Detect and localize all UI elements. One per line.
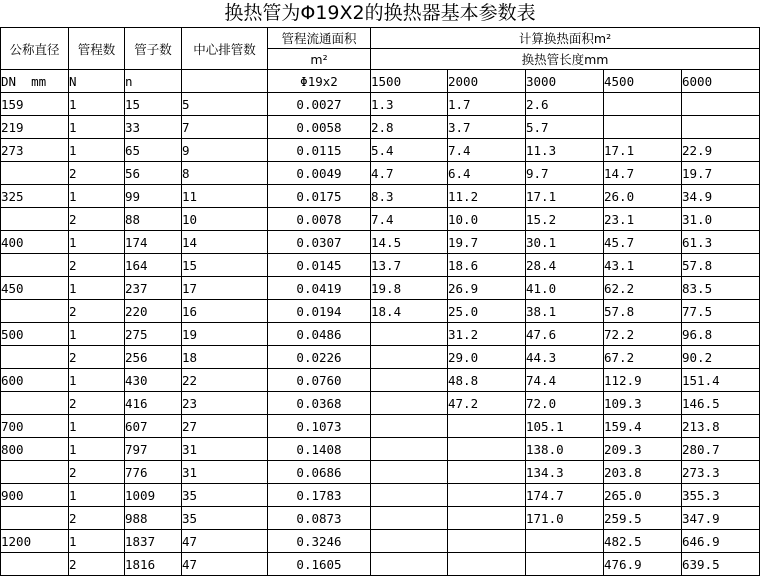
cell-n-tubes: 88 <box>125 208 182 231</box>
table-row <box>1 461 760 484</box>
cell-center-tubes: 47 <box>182 530 268 553</box>
cell-n-passes: 1 <box>69 530 125 553</box>
cell-flow-area: 0.0307 <box>268 231 371 254</box>
cell-area-1500 <box>371 323 448 346</box>
cell-center-tubes: 31 <box>182 438 268 461</box>
header-tube-length: 换热管长度mm <box>371 49 760 70</box>
cell-dn: 450 <box>1 277 69 300</box>
cell-area-2000: 47.2 <box>448 392 526 415</box>
cell-flow-area: 0.0194 <box>268 300 371 323</box>
cell-area-2000 <box>448 530 526 553</box>
cell-center-tubes: 9 <box>182 139 268 162</box>
cell-n-tubes: 237 <box>125 277 182 300</box>
cell-flow-area: 0.0486 <box>268 323 371 346</box>
table-row <box>1 93 760 116</box>
cell-n-passes: 2 <box>69 346 125 369</box>
cell-center-tubes: 11 <box>182 185 268 208</box>
cell-center-tubes: 19 <box>182 323 268 346</box>
cell-center-tubes: 16 <box>182 300 268 323</box>
table-row <box>1 185 760 208</box>
cell-area-3000: 47.6 <box>526 323 604 346</box>
cell-area-1500 <box>371 484 448 507</box>
cell-area-6000: 639.5 <box>682 553 760 576</box>
cell-area-2000: 26.9 <box>448 277 526 300</box>
cell-flow-area: 0.1605 <box>268 553 371 576</box>
cell-n-tubes: 15 <box>125 93 182 116</box>
cell-dn: 700 <box>1 415 69 438</box>
unit-flow-area: Φ19x2 <box>268 70 371 93</box>
cell-area-2000 <box>448 438 526 461</box>
cell-area-6000: 57.8 <box>682 254 760 277</box>
cell-dn: 1200 <box>1 530 69 553</box>
cell-area-4500: 14.7 <box>604 162 682 185</box>
cell-area-2000: 3.7 <box>448 116 526 139</box>
table-row <box>1 507 760 530</box>
cell-dn: 900 <box>1 484 69 507</box>
cell-n-tubes: 33 <box>125 116 182 139</box>
cell-area-2000 <box>448 415 526 438</box>
header-n-tubes: 管子数 <box>125 28 182 70</box>
cell-area-2000: 48.8 <box>448 369 526 392</box>
cell-flow-area: 0.0115 <box>268 139 371 162</box>
cell-dn: 219 <box>1 116 69 139</box>
unit-dn: DN mm <box>1 70 69 93</box>
cell-area-6000: 151.4 <box>682 369 760 392</box>
cell-flow-area: 0.1073 <box>268 415 371 438</box>
cell-area-6000: 96.8 <box>682 323 760 346</box>
cell-area-4500: 23.1 <box>604 208 682 231</box>
cell-center-tubes: 18 <box>182 346 268 369</box>
cell-area-4500: 209.3 <box>604 438 682 461</box>
cell-area-3000: 28.4 <box>526 254 604 277</box>
cell-area-4500: 45.7 <box>604 231 682 254</box>
table-row <box>1 438 760 461</box>
cell-n-tubes: 1837 <box>125 530 182 553</box>
cell-n-tubes: 174 <box>125 231 182 254</box>
cell-area-1500 <box>371 415 448 438</box>
cell-area-6000: 90.2 <box>682 346 760 369</box>
cell-area-4500: 112.9 <box>604 369 682 392</box>
cell-area-6000 <box>682 93 760 116</box>
header-row-1 <box>1 28 760 49</box>
table-row <box>1 139 760 162</box>
header-n-passes: 管程数 <box>69 28 125 70</box>
unit-length-4500: 4500 <box>604 70 682 93</box>
cell-flow-area: 0.0049 <box>268 162 371 185</box>
unit-n-tubes: n <box>125 70 182 93</box>
cell-n-tubes: 56 <box>125 162 182 185</box>
cell-flow-area: 0.0368 <box>268 392 371 415</box>
cell-area-3000: 38.1 <box>526 300 604 323</box>
cell-n-passes: 1 <box>69 93 125 116</box>
cell-area-1500: 7.4 <box>371 208 448 231</box>
cell-flow-area: 0.0686 <box>268 461 371 484</box>
cell-area-2000: 19.7 <box>448 231 526 254</box>
cell-n-passes: 1 <box>69 231 125 254</box>
cell-area-1500 <box>371 553 448 576</box>
unit-length-1500: 1500 <box>371 70 448 93</box>
cell-center-tubes: 10 <box>182 208 268 231</box>
cell-n-tubes: 256 <box>125 346 182 369</box>
cell-area-4500: 159.4 <box>604 415 682 438</box>
cell-flow-area: 0.1783 <box>268 484 371 507</box>
cell-area-3000: 171.0 <box>526 507 604 530</box>
cell-area-2000: 29.0 <box>448 346 526 369</box>
cell-area-1500: 14.5 <box>371 231 448 254</box>
cell-area-3000: 138.0 <box>526 438 604 461</box>
cell-area-3000: 15.2 <box>526 208 604 231</box>
cell-center-tubes: 8 <box>182 162 268 185</box>
cell-area-1500: 13.7 <box>371 254 448 277</box>
cell-flow-area: 0.3246 <box>268 530 371 553</box>
cell-area-4500: 259.5 <box>604 507 682 530</box>
cell-area-2000: 31.2 <box>448 323 526 346</box>
cell-area-1500 <box>371 507 448 530</box>
cell-area-4500: 57.8 <box>604 300 682 323</box>
cell-n-tubes: 65 <box>125 139 182 162</box>
cell-dn <box>1 461 69 484</box>
cell-center-tubes: 22 <box>182 369 268 392</box>
cell-flow-area: 0.0027 <box>268 93 371 116</box>
table-row <box>1 484 760 507</box>
units-row <box>1 70 760 93</box>
cell-area-2000 <box>448 461 526 484</box>
cell-n-tubes: 164 <box>125 254 182 277</box>
cell-area-6000: 347.9 <box>682 507 760 530</box>
table-row <box>1 530 760 553</box>
cell-area-4500: 109.3 <box>604 392 682 415</box>
cell-center-tubes: 14 <box>182 231 268 254</box>
cell-n-tubes: 988 <box>125 507 182 530</box>
cell-n-tubes: 275 <box>125 323 182 346</box>
cell-area-6000: 355.3 <box>682 484 760 507</box>
cell-n-passes: 1 <box>69 438 125 461</box>
cell-area-3000: 11.3 <box>526 139 604 162</box>
cell-area-3000: 174.7 <box>526 484 604 507</box>
cell-area-6000: 273.3 <box>682 461 760 484</box>
cell-area-4500 <box>604 116 682 139</box>
header-center-tubes: 中心排管数 <box>182 28 268 70</box>
cell-center-tubes: 7 <box>182 116 268 139</box>
cell-area-3000: 44.3 <box>526 346 604 369</box>
cell-area-2000: 25.0 <box>448 300 526 323</box>
table-row <box>1 415 760 438</box>
cell-area-6000: 34.9 <box>682 185 760 208</box>
cell-n-tubes: 1816 <box>125 553 182 576</box>
cell-area-1500 <box>371 392 448 415</box>
cell-center-tubes: 35 <box>182 507 268 530</box>
cell-area-4500: 26.0 <box>604 185 682 208</box>
cell-center-tubes: 47 <box>182 553 268 576</box>
cell-flow-area: 0.0078 <box>268 208 371 231</box>
unit-n-passes: N <box>69 70 125 93</box>
cell-area-1500 <box>371 530 448 553</box>
cell-area-4500: 72.2 <box>604 323 682 346</box>
cell-n-tubes: 430 <box>125 369 182 392</box>
cell-area-3000: 105.1 <box>526 415 604 438</box>
cell-area-6000: 61.3 <box>682 231 760 254</box>
cell-area-2000: 6.4 <box>448 162 526 185</box>
cell-area-4500 <box>604 93 682 116</box>
cell-n-passes: 1 <box>69 139 125 162</box>
unit-center-tubes <box>182 70 268 93</box>
table-row <box>1 323 760 346</box>
header-dn: 公称直径 <box>1 28 69 70</box>
cell-area-1500 <box>371 438 448 461</box>
cell-area-3000: 17.1 <box>526 185 604 208</box>
cell-area-4500: 62.2 <box>604 277 682 300</box>
cell-n-passes: 2 <box>69 461 125 484</box>
cell-area-2000: 10.0 <box>448 208 526 231</box>
cell-area-3000: 9.7 <box>526 162 604 185</box>
cell-dn: 400 <box>1 231 69 254</box>
cell-n-passes: 2 <box>69 507 125 530</box>
cell-area-2000: 18.6 <box>448 254 526 277</box>
cell-n-passes: 1 <box>69 277 125 300</box>
cell-dn <box>1 208 69 231</box>
cell-dn <box>1 254 69 277</box>
cell-dn: 325 <box>1 185 69 208</box>
table-row <box>1 346 760 369</box>
cell-area-4500: 17.1 <box>604 139 682 162</box>
cell-n-tubes: 416 <box>125 392 182 415</box>
unit-length-3000: 3000 <box>526 70 604 93</box>
cell-area-6000: 31.0 <box>682 208 760 231</box>
cell-area-3000: 5.7 <box>526 116 604 139</box>
cell-center-tubes: 15 <box>182 254 268 277</box>
cell-dn: 159 <box>1 93 69 116</box>
cell-dn <box>1 162 69 185</box>
cell-center-tubes: 35 <box>182 484 268 507</box>
cell-dn <box>1 300 69 323</box>
cell-flow-area: 0.1408 <box>268 438 371 461</box>
cell-flow-area: 0.0873 <box>268 507 371 530</box>
cell-center-tubes: 31 <box>182 461 268 484</box>
cell-center-tubes: 27 <box>182 415 268 438</box>
cell-n-passes: 1 <box>69 484 125 507</box>
cell-dn <box>1 553 69 576</box>
cell-dn <box>1 346 69 369</box>
table-row <box>1 254 760 277</box>
cell-area-6000: 213.8 <box>682 415 760 438</box>
cell-n-passes: 2 <box>69 254 125 277</box>
cell-dn: 500 <box>1 323 69 346</box>
cell-center-tubes: 5 <box>182 93 268 116</box>
table-row <box>1 116 760 139</box>
cell-area-6000: 646.9 <box>682 530 760 553</box>
table-row <box>1 208 760 231</box>
cell-flow-area: 0.0058 <box>268 116 371 139</box>
cell-flow-area: 0.0760 <box>268 369 371 392</box>
cell-area-3000 <box>526 530 604 553</box>
cell-n-passes: 2 <box>69 162 125 185</box>
cell-area-3000: 41.0 <box>526 277 604 300</box>
cell-area-6000: 280.7 <box>682 438 760 461</box>
cell-n-tubes: 220 <box>125 300 182 323</box>
cell-area-2000 <box>448 507 526 530</box>
cell-area-1500: 8.3 <box>371 185 448 208</box>
cell-area-6000: 146.5 <box>682 392 760 415</box>
cell-area-1500: 18.4 <box>371 300 448 323</box>
cell-area-6000: 19.7 <box>682 162 760 185</box>
cell-area-1500: 1.3 <box>371 93 448 116</box>
cell-n-tubes: 607 <box>125 415 182 438</box>
header-heat-area: 计算换热面积m² <box>371 28 760 49</box>
cell-area-1500: 5.4 <box>371 139 448 162</box>
table-row <box>1 300 760 323</box>
cell-area-6000: 22.9 <box>682 139 760 162</box>
cell-center-tubes: 17 <box>182 277 268 300</box>
cell-dn: 600 <box>1 369 69 392</box>
cell-area-3000: 72.0 <box>526 392 604 415</box>
cell-area-1500 <box>371 461 448 484</box>
parameter-table <box>0 27 760 576</box>
cell-area-3000: 2.6 <box>526 93 604 116</box>
cell-flow-area: 0.0145 <box>268 254 371 277</box>
unit-length-2000: 2000 <box>448 70 526 93</box>
cell-area-3000: 30.1 <box>526 231 604 254</box>
table-row <box>1 369 760 392</box>
cell-flow-area: 0.0175 <box>268 185 371 208</box>
cell-dn: 800 <box>1 438 69 461</box>
cell-area-4500: 203.8 <box>604 461 682 484</box>
table-row <box>1 553 760 576</box>
cell-dn: 273 <box>1 139 69 162</box>
cell-flow-area: 0.0226 <box>268 346 371 369</box>
cell-area-4500: 43.1 <box>604 254 682 277</box>
cell-n-passes: 2 <box>69 553 125 576</box>
cell-area-4500: 67.2 <box>604 346 682 369</box>
cell-area-6000: 77.5 <box>682 300 760 323</box>
cell-area-2000: 11.2 <box>448 185 526 208</box>
table-row <box>1 231 760 254</box>
table-row <box>1 162 760 185</box>
cell-n-tubes: 776 <box>125 461 182 484</box>
table-row <box>1 277 760 300</box>
cell-n-tubes: 99 <box>125 185 182 208</box>
cell-n-passes: 2 <box>69 300 125 323</box>
cell-n-passes: 1 <box>69 323 125 346</box>
cell-area-1500: 2.8 <box>371 116 448 139</box>
cell-area-4500: 476.9 <box>604 553 682 576</box>
cell-flow-area: 0.0419 <box>268 277 371 300</box>
header-flow-area: 管程流通面积 <box>268 28 371 49</box>
cell-n-tubes: 1009 <box>125 484 182 507</box>
cell-area-2000 <box>448 484 526 507</box>
cell-n-passes: 1 <box>69 185 125 208</box>
cell-area-4500: 265.0 <box>604 484 682 507</box>
unit-length-6000: 6000 <box>682 70 760 93</box>
cell-area-3000: 134.3 <box>526 461 604 484</box>
cell-area-2000: 7.4 <box>448 139 526 162</box>
cell-area-6000: 83.5 <box>682 277 760 300</box>
cell-n-tubes: 797 <box>125 438 182 461</box>
cell-dn <box>1 507 69 530</box>
cell-area-4500: 482.5 <box>604 530 682 553</box>
cell-n-passes: 1 <box>69 369 125 392</box>
header-flow-area-unit: m² <box>268 49 371 70</box>
cell-area-1500: 4.7 <box>371 162 448 185</box>
cell-area-2000 <box>448 553 526 576</box>
cell-dn <box>1 392 69 415</box>
cell-area-2000: 1.7 <box>448 93 526 116</box>
cell-area-1500 <box>371 346 448 369</box>
cell-n-passes: 2 <box>69 392 125 415</box>
table-row <box>1 392 760 415</box>
cell-area-3000: 74.4 <box>526 369 604 392</box>
table-title: 换热管为Φ19X2的换热器基本参数表 <box>224 2 536 24</box>
cell-area-6000 <box>682 116 760 139</box>
cell-area-3000 <box>526 553 604 576</box>
cell-center-tubes: 23 <box>182 392 268 415</box>
cell-n-passes: 2 <box>69 208 125 231</box>
cell-area-1500: 19.8 <box>371 277 448 300</box>
cell-n-passes: 1 <box>69 116 125 139</box>
cell-n-passes: 1 <box>69 415 125 438</box>
cell-area-1500 <box>371 369 448 392</box>
